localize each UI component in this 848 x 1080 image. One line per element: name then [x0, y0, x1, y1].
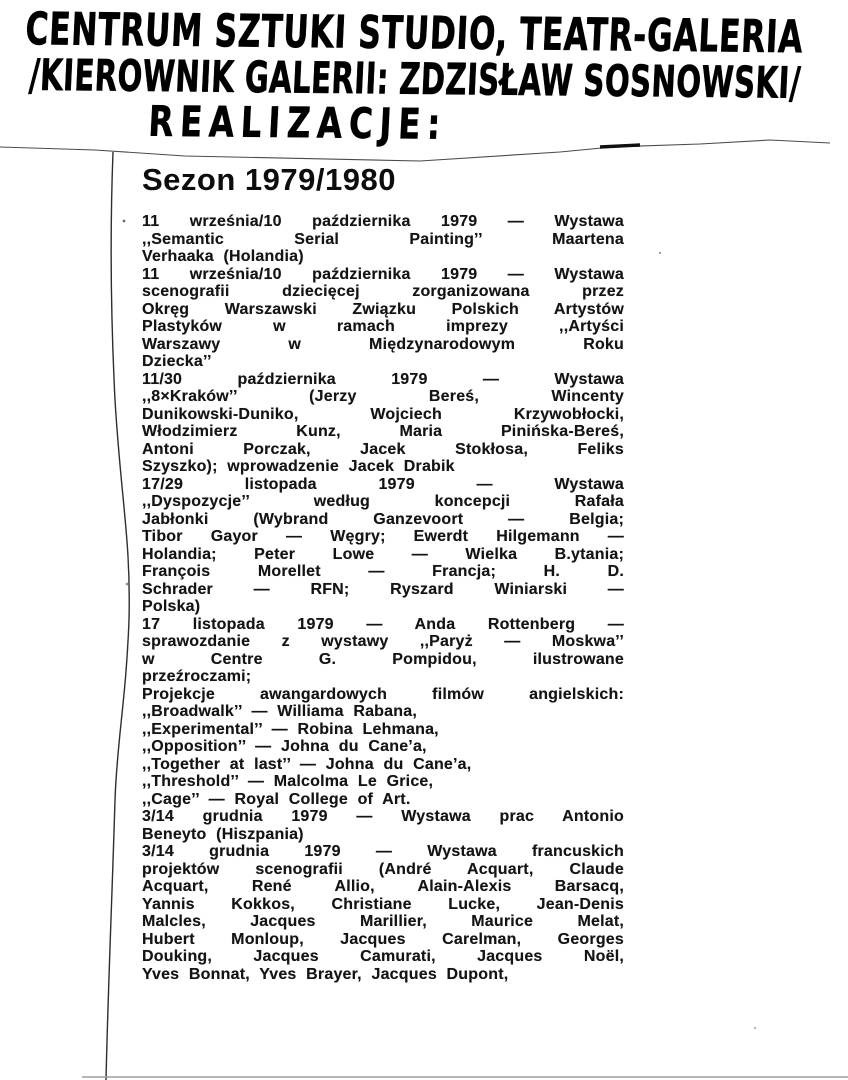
text-line: Projekcje awangardowych filmów angielskich:: [142, 685, 624, 703]
text-line: ,,Opposition’’ — Johna du Cane’a,: [142, 738, 427, 755]
text-line: ,,8×Kraków’’ (Jerzy Bereś, Wincenty: [142, 388, 624, 405]
text-line: 11 września/10 października 1979 — Wystawa: [142, 213, 624, 230]
text-line: Włodzimierz Kunz, Maria Pinińska-Bereś,: [142, 423, 624, 440]
text-line: Douking, Jacques Camurati, Jacques Noël,: [142, 948, 624, 965]
text-line: Hubert Monloup, Jacques Carelman, Georges: [142, 930, 624, 948]
text-line: 11/30 października 1979 — Wystawa: [142, 370, 624, 388]
text-line: François Morellet — Francja; H. D.: [142, 563, 624, 580]
text-line: Acquart, René Allio, Alain-Alexis Barsacq,: [142, 878, 624, 895]
handwritten-line-1: CENTRUM SZTUKI STUDIO, TEATR-GALERIA: [24, 3, 805, 64]
scan-speck: [754, 1027, 756, 1029]
text-line: 17/29 listopada 1979 — Wystawa: [142, 475, 624, 493]
text-line: 17 listopada 1979 — Anda Rottenberg —: [142, 615, 624, 633]
handwritten-line-2: /KIEROWNIK GALERII: ZDZISŁAW SOSNOWSKI/: [27, 50, 802, 109]
text-line: ,,Experimental’’ — Robina Lehmana,: [142, 720, 439, 738]
printed-column: [142, 162, 624, 983]
text-line: Schrader — RFN; Ryszard Winiarski —: [142, 580, 624, 598]
text-line: Dunikowski-Duniko, Wojciech Krzywobłocki,: [142, 405, 624, 423]
text-line: scenografii dziecięcej zorganizowana przez: [142, 283, 624, 300]
text-line: ,,Threshold’’ — Malcolma Le Grice,: [142, 773, 434, 790]
text-line: przeźroczami;: [142, 668, 252, 685]
text-line: Tibor Gayor — Węgry; Ewerdt Hilgemann —: [142, 528, 624, 545]
text-line: ,,Semantic Serial Painting’’ Maartena: [142, 230, 624, 248]
scan-speck: [126, 583, 129, 586]
text-line: projektów scenografii (André Acquart, Claude: [142, 860, 624, 878]
text-line: Polska): [142, 598, 201, 615]
text-line: ,,Cage’’ — Royal College of Art.: [142, 790, 411, 808]
text-line: ,,Dyspozycje’’ według koncepcji Rafała: [142, 493, 624, 510]
text-line: Dziecka’’: [142, 353, 212, 370]
text-line: Yannis Kokkos, Christiane Lucke, Jean-Denis: [142, 895, 624, 913]
text-line: 11 września/10 października 1979 — Wystawa: [142, 265, 624, 283]
text-line: Verhaaka (Holandia): [142, 248, 304, 265]
scan-speck: [123, 220, 126, 223]
handwritten-line-3: REALIZACJE:: [147, 97, 449, 149]
text-line: Jabłonki (Wybrand Ganzevoort — Belgia;: [142, 510, 624, 528]
text-line: Beneyto (Hiszpania): [142, 825, 304, 843]
page-edge-line: [106, 152, 129, 1080]
text-line: Plastyków w ramach imprezy ,,Artyści: [142, 318, 624, 335]
text-line: sprawozdanie z wystawy ,,Paryż — Moskwa’’: [142, 633, 624, 650]
text-line: Holandia; Peter Lowe — Wielka B.ytania;: [142, 545, 624, 563]
text-line: ,,Together at last’’ — Johna du Cane’a,: [142, 755, 472, 773]
page-title: Sezon 1979/1980: [142, 162, 396, 197]
text-line: w Centre G. Pompidou, ilustrowane: [142, 650, 624, 668]
text-line: ,,Broadwalk’’ — Williama Rabana,: [142, 703, 417, 720]
text-line: Warszawy w Międzynarodowym Roku: [142, 335, 624, 353]
handwritten-header: [0, 0, 848, 159]
text-line: Okręg Warszawski Związku Polskich Artystów: [142, 300, 624, 318]
text-line: Yves Bonnat, Yves Brayer, Jacques Dupont,: [142, 965, 509, 983]
scan-speck: [659, 252, 661, 254]
text-line: Malcles, Jacques Marillier, Maurice Melat,: [142, 913, 624, 930]
text-line: Antoni Porczak, Jacek Stokłosa, Feliks: [142, 440, 624, 458]
event-list: [142, 213, 624, 983]
text-line: Szyszko); wprowadzenie Jacek Drabik: [142, 458, 455, 475]
text-line: 3/14 grudnia 1979 — Wystawa francuskich: [142, 843, 624, 860]
text-line: 3/14 grudnia 1979 — Wystawa prac Antonio: [142, 808, 624, 825]
